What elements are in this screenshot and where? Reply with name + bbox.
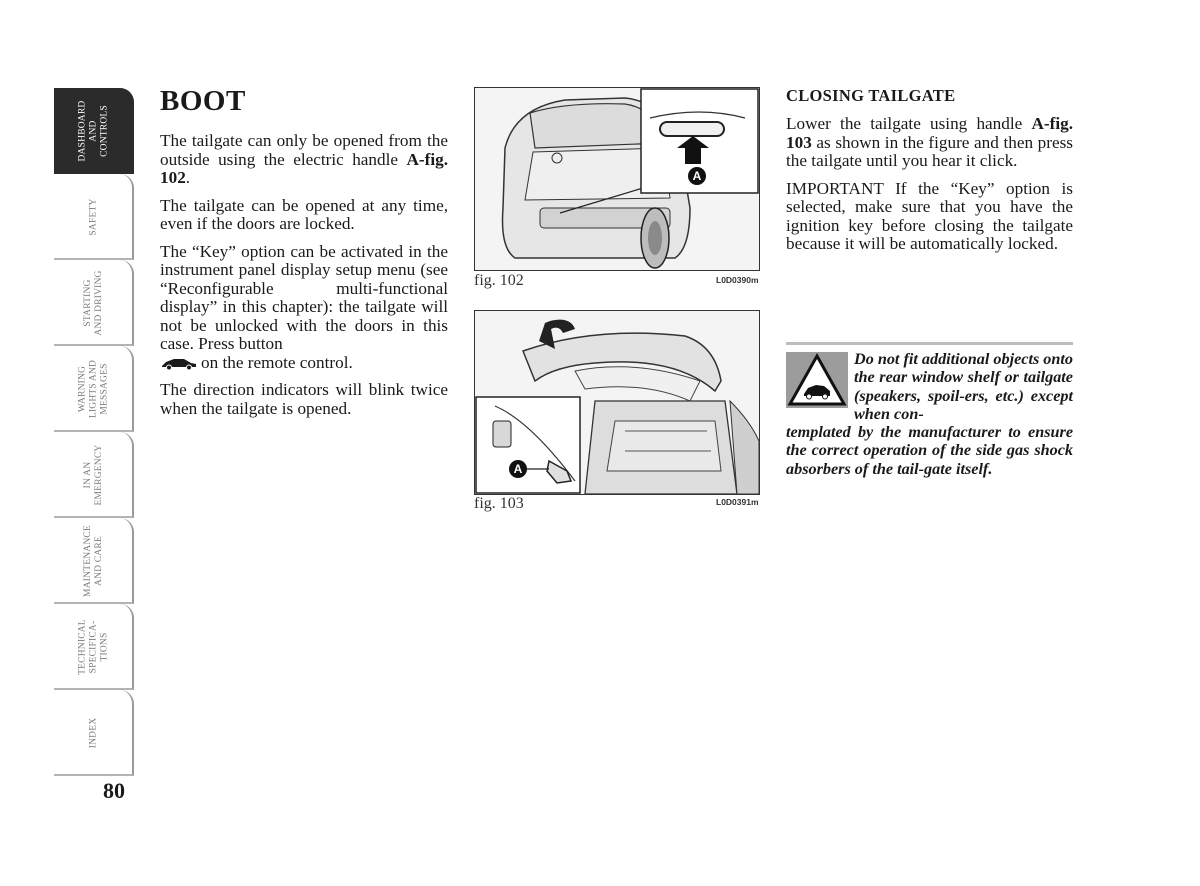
rp1-b: as shown in the figure and then press the tailgate until you hear it click. [786, 132, 1073, 170]
tab-label: STARTING AND DRIVING [83, 270, 104, 336]
warning-divider [786, 342, 1073, 345]
figure-103-illustration [475, 311, 759, 494]
paragraph-4: The direction indicators will blink twice when the tailgate is opened. [160, 380, 448, 418]
p1-end: . [185, 168, 191, 187]
tab-index[interactable] [54, 690, 134, 776]
tab-label: MAINTENANCE AND CARE [83, 525, 104, 597]
tab-safety[interactable] [54, 174, 134, 260]
page-title: BOOT [160, 85, 246, 117]
tab-maintenance-and-care[interactable] [54, 518, 134, 604]
paragraph-2: The tailgate can be opened at any time, even if the doors are locked. [160, 195, 448, 233]
tab-technical-specifications[interactable] [54, 604, 134, 690]
tab-label: DASHBOARD AND CONTROLS [77, 100, 110, 162]
p1-figure-ref: A-fig. 102 [160, 149, 448, 187]
warning-car-triangle-icon [786, 352, 848, 408]
figure-102-illustration [475, 88, 759, 270]
p3-end: on the remote control. [201, 352, 353, 372]
tab-warning-lights-and-messages[interactable] [54, 346, 134, 432]
p1-text: The tailgate can only be opened from the outside using the electric handle [160, 131, 448, 169]
figure-102-marker: A [692, 169, 702, 183]
tab-in-an-emergency[interactable] [54, 432, 134, 518]
closing-paragraph-2: IMPORTANT If the “Key” option is selected, make sure that you have the ignition key before closing the tailgate because it will be automatically locked. [786, 178, 1073, 253]
tab-label: WARNING LIGHTS AND MESSAGES [77, 359, 110, 419]
right-column [786, 86, 1073, 263]
left-column [160, 86, 448, 427]
warning-notice [786, 350, 1073, 478]
figure-103-code: L0D0391m [716, 497, 759, 507]
paragraph-3 [160, 243, 448, 373]
tab-label: IN AN EMERGENCY [83, 444, 104, 506]
p3-text: The “Key” option can be activated in the instrument panel display setup menu (see “Reconfigurable multi-functional display” in this chapter): the tailgate will not be unlocked with the doors in this case. Press button [160, 241, 448, 353]
tab-starting-and-driving[interactable] [54, 260, 134, 346]
figure-103 [474, 310, 760, 495]
page-number: 80 [103, 778, 125, 803]
figure-103-caption: fig. 103 [474, 495, 524, 512]
chapter-tabs [54, 88, 134, 774]
figure-102-code: L0D0390m [716, 275, 759, 285]
closing-paragraph-1 [786, 115, 1073, 171]
closing-tailgate-heading: CLOSING TAILGATE [786, 86, 956, 105]
tab-dashboard-and-controls[interactable] [54, 88, 134, 174]
figure-103-marker: A [513, 462, 523, 476]
warning-text-rest: templated by the manufacturer to ensure the correct operation of the side gas shock absorbers of the tail-gate itself. [786, 423, 1073, 478]
tab-label: TECHNICAL SPECIFICA- TIONS [77, 619, 110, 675]
warning-text-lead: Do not fit additional objects onto the rear window shelf or tailgate (speakers, spoil-ers, etc.) except when con- [854, 350, 1073, 423]
figure-102-caption: fig. 102 [474, 272, 524, 289]
rp1-figure-ref: A-fig. 103 [786, 114, 1073, 152]
car-boot-button-icon [160, 356, 198, 370]
tab-label: INDEX [88, 717, 99, 749]
rp1-a: Lower the tailgate using handle [786, 114, 1032, 133]
tab-label: SAFETY [88, 198, 99, 236]
paragraph-1 [160, 132, 448, 188]
figure-102 [474, 87, 760, 271]
